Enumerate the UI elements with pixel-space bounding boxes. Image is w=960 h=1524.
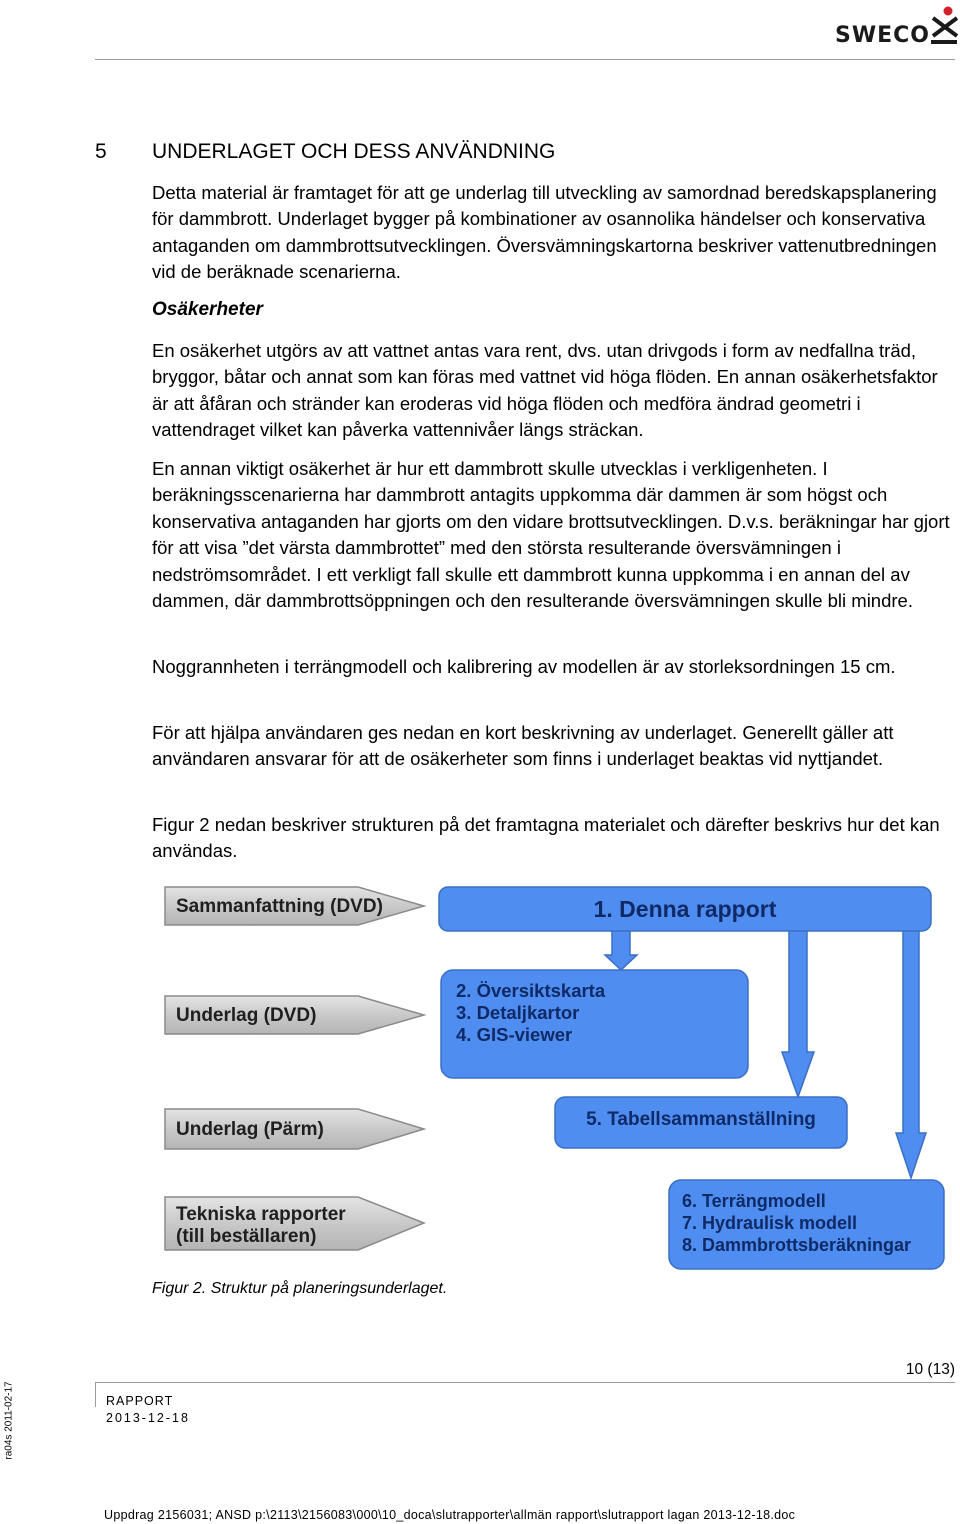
paragraph-user-help: För att hjälpa användaren ges nedan en kort beskrivning av underlaget. Generellt gäller att användaren ansvarar för att de osäkerheter som finns i underlaget beaktas vid nyttjandet. (152, 722, 894, 770)
grey-arrow-tekniska-rapporter (165, 1197, 424, 1250)
blue-box-label: 3. Detaljkartor (456, 1002, 580, 1023)
grey-arrow-label: (till beställaren) (176, 1226, 317, 1247)
blue-box-label: 2. Översiktskarta (456, 980, 606, 1001)
grey-arrow-label: Underlag (Pärm) (176, 1119, 324, 1140)
blue-box-kartor (441, 970, 748, 1078)
footer-vertical-rule (95, 1382, 96, 1407)
blue-box-label: 8. Dammbrottsberäkningar (682, 1235, 912, 1255)
blue-box-modeller (669, 1180, 944, 1269)
section-title: UNDERLAGET OCH DESS ANVÄNDNING (152, 140, 556, 163)
footer-rule (95, 1382, 955, 1383)
blue-box-denna-rapport (439, 887, 931, 931)
paragraph-uncertainty-2: En annan viktigt osäkerhet är hur ett dammbrott skulle utvecklas i verkligenheten. I beräkningsscenarierna har dammbrott antagits uppkomma där dammen är som högst och konservativa antaganden har gjorts om den vidare brottsutvecklingen. D.v.s. beräkningar har gjort för att visa ”det värsta dammbrottet” med den största resulterande översvämningen i nedströmsområdet. I ett verkligt fall skulle ett dammbrott kunna uppkomma i en annan del av dammen, där dammbrottsöppningen och den resulterande översvämningen skulle bli mindre. (152, 458, 950, 612)
grey-arrow-label: Tekniska rapporter (176, 1204, 346, 1225)
connector-arrow-to-box-5 (782, 930, 814, 1097)
blue-box-label: 5. Tabellsammanställning (586, 1109, 816, 1130)
connector-arrow-to-box-6 (896, 930, 926, 1178)
blue-box-tabellsammanstallning (555, 1097, 847, 1148)
grey-arrow-underlag-parm (165, 1109, 424, 1149)
document-type: RAPPORT (106, 1394, 174, 1408)
grey-arrow-sammanfattning (165, 887, 424, 925)
grey-arrow-underlag-dvd (165, 996, 424, 1034)
assignment-info: Uppdrag 2156031; ANSD p:\2113\2156083\000\10_doca\slutrapporter\allmän rapport\slutrapport lagan 2013-12-18.doc (104, 1508, 796, 1522)
blue-box-label: 7. Hydraulisk modell (682, 1213, 858, 1233)
page-number: 10 (13) (905, 1361, 955, 1378)
subheading-uncertainties: Osäkerheter (152, 299, 263, 320)
logo-text: SWECO (835, 23, 930, 48)
connector-arrow-to-box-2 (605, 928, 637, 970)
template-code: ra04s 2011-02-17 (3, 1381, 15, 1460)
paragraph-accuracy: Noggrannheten i terrängmodell och kalibrering av modellen är av storleksordningen 15 cm. (152, 656, 896, 677)
grey-arrow-label: Sammanfattning (DVD) (176, 896, 383, 917)
blue-box-label: 1. Denna rapport (593, 896, 777, 922)
document-date: 2013-12-18 (106, 1411, 190, 1425)
paragraph-intro: Detta material är framtaget för att ge underlag till utveckling av samordnad beredskapsplanering för dammbrott. Underlaget bygger på kombinationer av osannolika händelser och konservativa antaganden om dammbrottsutvecklingen. Översvämningskartorna beskriver vattenutbredningen vid de beräknade scenarierna. (152, 182, 937, 283)
paragraph-uncertainty-1: En osäkerhet utgörs av att vattnet antas vara rent, dvs. utan drivgods i form av nedfallna träd, bryggor, båtar och annat som kan föras med vattnet vid höga flöden. En annan osäkerhetsfaktor är att åfåran och stränder kan eroderas vid höga flöden och medföra ändrad geometri i vattendraget vilket kan påverka vattennivåer längs sträckan. (152, 340, 938, 441)
blue-box-label: 4. GIS-viewer (456, 1024, 573, 1045)
figure-caption: Figur 2. Struktur på planeringsunderlaget. (152, 1280, 448, 1297)
grey-arrow-label: Underlag (DVD) (176, 1005, 317, 1026)
paragraph-figure-intro: Figur 2 nedan beskriver strukturen på det framtagna materialet och därefter beskrivs hur det kan användas. (152, 814, 940, 862)
section-number: 5 (95, 140, 107, 163)
blue-box-label: 6. Terrängmodell (682, 1191, 826, 1211)
